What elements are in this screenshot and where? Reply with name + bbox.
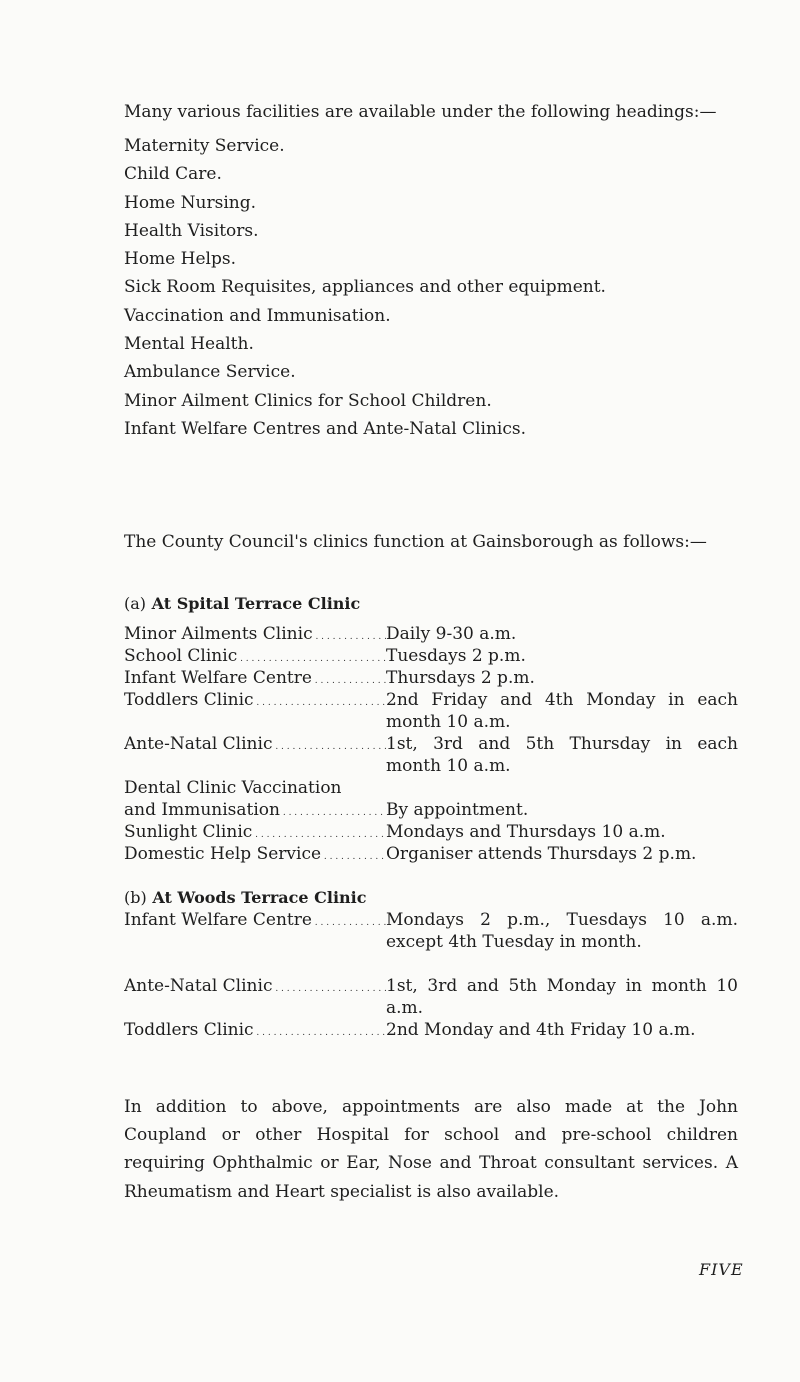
service-item: Mental Health. bbox=[124, 334, 254, 355]
clinic-times: Organiser attends Thursdays 2 p.m. bbox=[386, 844, 697, 864]
clinic-name: Toddlers Clinic . . . bbox=[124, 1019, 386, 1044]
section-a-title: At Spital Terrace Clinic bbox=[151, 594, 361, 613]
clinics-intro-paragraph: The County Council's clinics function at Gainsborough as follows:— bbox=[124, 532, 707, 552]
service-item: Infant Welfare Centres and Ante-Natal Clinics. bbox=[124, 418, 527, 439]
clinic-name: Ante-Natal Clinic . . . bbox=[124, 975, 386, 1000]
clinic-name: Minor Ailments Clinic . . . bbox=[124, 623, 386, 648]
clinic-name: School Clinic . . . bbox=[124, 645, 386, 670]
section-b-prefix: (b) bbox=[124, 888, 147, 907]
service-item: Maternity Service. bbox=[124, 136, 285, 156]
clinic-times: Mondays 2 p.m., Tuesdays 10 a.m. except 4th Tuesday in month. bbox=[386, 910, 738, 952]
clinic-name: Ante-Natal Clinic . . . bbox=[124, 733, 386, 758]
clinic-name: Toddlers Clinic . . . bbox=[124, 689, 386, 714]
service-item: Ambulance Service. bbox=[124, 362, 296, 383]
clinic-times: Mondays and Thursdays 10 a.m. bbox=[386, 822, 666, 842]
clinic-times: 2nd Monday and 4th Friday 10 a.m. bbox=[386, 1020, 696, 1040]
service-item: Sick Room Requisites, appliances and other equipment. bbox=[124, 277, 606, 298]
clinic-times: Daily 9-30 a.m. bbox=[386, 624, 517, 644]
service-item: Vaccination and Immunisation. bbox=[124, 305, 391, 326]
clinic-times: 2nd Friday and 4th Monday in each month 10 a.m. bbox=[386, 690, 738, 732]
service-item: Home Helps. bbox=[124, 249, 236, 270]
clinic-times: 1st, 3rd and 5th Thursday in each month 10 a.m. bbox=[386, 734, 738, 776]
document-page bbox=[124, 98, 744, 1279]
service-list bbox=[124, 132, 738, 443]
section-b-title: At Woods Terrace Clinic bbox=[152, 888, 367, 907]
service-item: Health Visitors. bbox=[124, 220, 259, 241]
clinic-name: Domestic Help Service . . . bbox=[124, 843, 386, 868]
clinic-times: By appointment. bbox=[386, 800, 529, 820]
service-item: Minor Ailment Clinics for School Children. bbox=[124, 390, 492, 411]
clinic-name: and Immunisation . . . bbox=[124, 799, 386, 824]
page-number: FIVE bbox=[699, 1260, 744, 1279]
intro-paragraph: Many various facilities are available under the following headings:— bbox=[124, 102, 717, 122]
clinic-times: Thursdays 2 p.m. bbox=[386, 668, 535, 688]
service-item: Home Nursing. bbox=[124, 192, 256, 213]
clinic-times: 1st, 3rd and 5th Monday in month 10 a.m. bbox=[386, 976, 738, 1018]
closing-paragraph: In addition to above, appointments are also made at the John Coupland or other Hospital for school and pre-school children requiring Ophthalmic or Ear, Nose and Throat consultant services. A Rheumatism and Heart specialist is also available. bbox=[124, 1097, 738, 1202]
clinic-name: Infant Welfare Centre . . . bbox=[124, 909, 386, 934]
clinic-name: Infant Welfare Centre . . . bbox=[124, 667, 386, 692]
section-a-heading bbox=[124, 593, 360, 615]
service-item: Child Care. bbox=[124, 164, 222, 185]
section-b-heading bbox=[124, 887, 367, 909]
clinic-name: Sunlight Clinic . . . bbox=[124, 821, 386, 846]
section-a-prefix: (a) bbox=[124, 594, 147, 613]
clinic-name-line1: Dental Clinic Vaccination bbox=[124, 778, 342, 798]
clinic-times: Tuesdays 2 p.m. bbox=[386, 646, 526, 666]
